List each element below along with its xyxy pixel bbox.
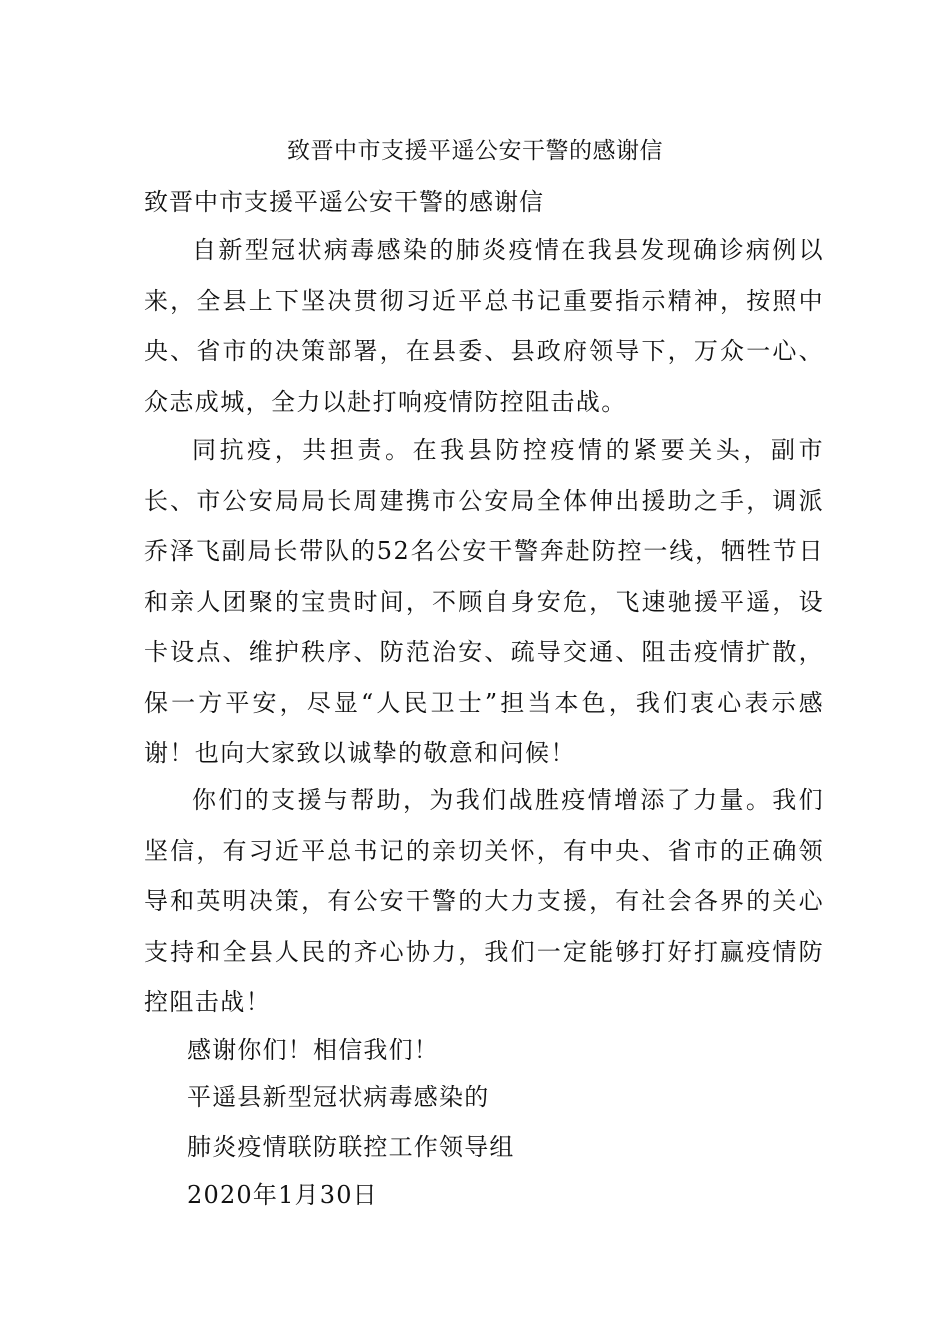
paragraph-3: 你们的支援与帮助，为我们战胜疫情增添了力量。我们坚信，有习近平总书记的亲切关怀，有中央、省市的正确领导和英明决策，有公安干警的大力支援，有社会各界的关心支持和全县人民的齐心协力，我们一定能够打好打赢疫情防控阻击战！ <box>144 786 824 1016</box>
letter-date: 2020年1月30日 <box>187 1181 378 1209</box>
closing-line: 感谢你们！相信我们！ <box>187 1036 439 1064</box>
paragraph-2: 同抗疫，共担责。在我县防控疫情的紧要关头，副市长、市公安局局长周建携市公安局全体伸出援助之手，调派乔泽飞副局长带队的52名公安干警奔赴防控一线，牺牲节日和亲人团聚的宝贵时间，不顾自身安危，飞速驰援平遥，设卡设点、维护秩序、防范治安、疏导交通、阻击疫情扩散，保一方平安，尽显“人民卫士”担当本色，我们衷心表示感谢！也向大家致以诚挚的敬意和问候！ <box>144 436 824 767</box>
document-subtitle: 致晋中市支援平遥公安干警的感谢信 <box>144 188 544 216</box>
document-title: 致晋中市支援平遥公安干警的感谢信 <box>287 138 663 164</box>
paragraph-1: 自新型冠状病毒感染的肺炎疫情在我县发现确诊病例以来，全县上下坚决贯彻习近平总书记重要指示精神，按照中央、省市的决策部署，在县委、县政府领导下，万众一心、众志成城，全力以赴打响疫情防控阻击战。 <box>144 236 824 416</box>
signature-line-2: 肺炎疫情联防联控工作领导组 <box>187 1133 515 1161</box>
signature-line-1: 平遥县新型冠状病毒感染的 <box>187 1083 490 1111</box>
